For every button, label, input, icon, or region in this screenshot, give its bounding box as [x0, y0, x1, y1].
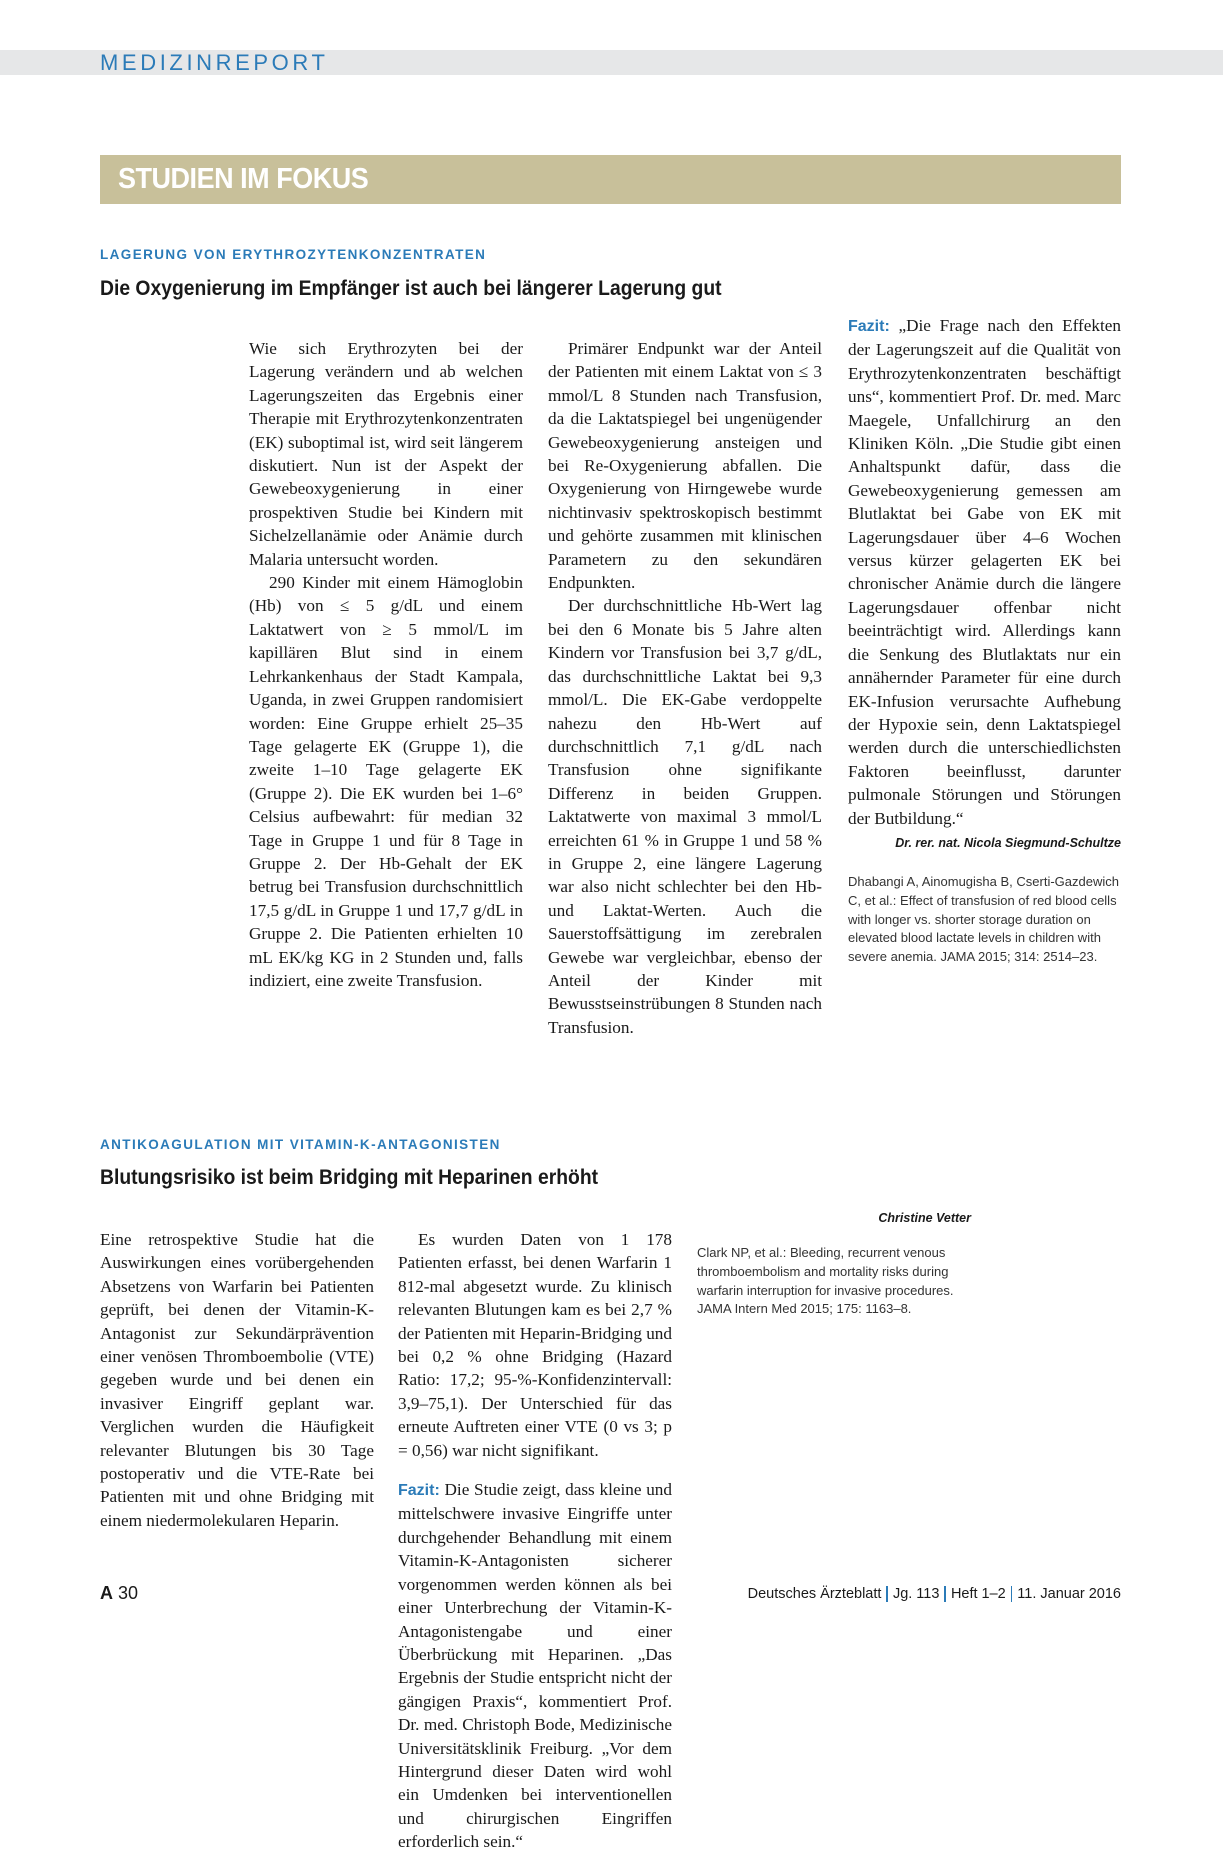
article1-reference: Dhabangi A, Ainomugisha B, Cserti-Gazdewich C, et al.: Effect of transfusion of red blood cells with longer vs. shorter storage duration on elevated blood lactate levels in children with severe anemia. JAMA 2015; 314: 2514–23.	[848, 874, 1119, 964]
journal-name: Deutsches Ärzteblatt	[747, 1586, 882, 1602]
article1-column-3	[848, 314, 1121, 966]
article1-fazit	[848, 314, 1121, 830]
article1-column-1	[249, 337, 523, 992]
journal-issue: Heft 1–2	[950, 1586, 1006, 1602]
separator	[886, 1586, 888, 1602]
page-prefix: A	[100, 1583, 113, 1603]
fazit-text: „Die Frage nach den Effekten der Lagerungszeit auf die Qualität von Erythrozytenkonzentraten beschäftigt uns“, kommentiert Prof. Dr. med. Marc Maegele, Unfallchirurg an den Kliniken Köln. „Die Studie gibt einen Anhaltspunkt dafür, dass die Gewebeoxygenierung gemessen am Blutlaktat bei Gabe von EK mit Lagerungsdauer über 4–6 Wochen versus kürzer gelagerten EK bei chronischer Anämie durch die längere Lagerungsdauer offenbar nicht beeinträchtigt wird. Allerdings kann die Senkung des Blutlaktats nur ein annähernder Parameter für eine durch EK-Infusion verursachte Aufhebung der Hypoxie sein, denn Laktatspiegel werden durch die unterschiedlichsten Faktoren beeinflusst, darunter pulmonale Störungen und Störungen der Butbildung.“	[848, 316, 1121, 828]
fazit-label: Fazit:	[398, 1482, 440, 1500]
banner-title: STUDIEN IM FOKUS	[118, 163, 369, 195]
section-label: MEDIZINREPORT	[100, 50, 329, 75]
article1-author: Dr. rer. nat. Nicola Siegmund-Schultze	[895, 835, 1121, 850]
journal-volume: Jg. 113	[892, 1586, 940, 1602]
article2-reference: Clark NP, et al.: Bleeding, recurrent venous thromboembolism and mortality risks during warfarin interruption for invasive procedures. JAMA Intern Med 2015; 175: 1163–8.	[697, 1245, 954, 1317]
article2-column-3	[697, 1205, 971, 1319]
article2-fazit	[398, 1478, 672, 1854]
article2-headline: Blutungsrisiko ist beim Bridging mit Heparinen erhöht	[100, 1166, 599, 1189]
fazit-text: Die Studie zeigt, dass kleine und mittelschwere invasive Eingriffe unter durchgehender Behandlung mit einem Vitamin-K-Antagonisten sicherer vorgenommen werden können als bei einer Unterbrechung der Vitamin-K-Antagonistengabe und einer Überbrückung mit Heparinen. „Das Ergebnis der Studie entspricht nicht der gängigen Praxis“, kommentiert Prof. Dr. med. Christoph Bode, Medizinische Universitätsklinik Freiburg. „Vor dem Hintergrund dieser Daten wird wohl ein Umdenken bei interventionellen und chirurgischen Eingriffen erforderlich sein.“	[398, 1480, 672, 1852]
article1-paragraph: Primärer Endpunkt war der Anteil der Patienten mit einem Laktat von ≤ 3 mmol/L 8 Stunden nach Transfusion, da die Laktatspiegel bei ungenügender Gewebeoxygenierung ansteigen und bei Re-Oxygenierung abfallen. Die Oxygenierung von Hirngewebe wurde nichtinvasiv spektroskopisch bestimmt und gehörte zusammen mit klinischen Parametern zu den sekundären Endpunkten.	[548, 339, 822, 593]
separator	[944, 1586, 946, 1602]
section-banner	[100, 155, 1121, 204]
article2-paragraph: Es wurden Daten von 1 178 Patienten erfasst, bei denen Warfarin 1 812-mal abgesetzt wurde. Zu klinisch relevanten Blutungen kam es bei 2,7 % der Patienten mit Heparin-Bridging und bei 0,2 % ohne Bridging (Hazard Ratio: 17,2; 95-%-Konfidenzintervall: 3,9–75,1). Der Unterschied für das erneute Auftreten einer VTE (0 vs 3; p = 0,56) war nicht signifikant.	[398, 1230, 672, 1460]
page-number	[100, 1583, 138, 1604]
article1-paragraph: Wie sich Erythrozyten bei der Lagerung verändern und ab welchen Lagerungszeiten das Ergebnis einer Therapie mit Erythrozytenkonzentraten (EK) suboptimal ist, wird seit längerem diskutiert. Nun ist der Aspekt der Gewebeoxygenierung in einer prospektiven Studie bei Kindern mit Sichelzellanämie oder Anämie durch Malaria untersucht worden.	[249, 339, 523, 569]
page-number-value: 30	[118, 1583, 139, 1603]
article2-paragraph: Eine retrospektive Studie hat die Auswirkungen eines vorübergehenden Absetzens von Warfarin bei Patienten geprüft, bei denen der Vitamin-K-Antagonist zur Sekundärprävention einer venösen Thromboembolie (VTE) gegeben wurde und bei denen ein invasiver Eingriff geplant war. Verglichen wurden die Häufigkeit relevanter Blutungen bis 30 Tage postoperativ und die VTE-Rate bei Patienten mit und ohne Bridging mit einem niedermolekularen Heparin.	[100, 1230, 374, 1530]
journal-date: 11. Januar 2016	[1017, 1586, 1121, 1602]
article1-headline: Die Oxygenierung im Empfänger ist auch bei längerer Lagerung gut	[100, 277, 722, 300]
separator	[1011, 1586, 1013, 1602]
footer-citation	[748, 1586, 1121, 1602]
article1-kicker: LAGERUNG VON ERYTHROZYTENKONZENTRATEN	[100, 247, 487, 262]
article1-paragraph: Der durchschnittliche Hb-Wert lag bei den 6 Monate bis 5 Jahre alten Kindern vor Transfusion bei 3,7 g/dL, das durchschnittliche Laktat bei 9,3 mmol/L. Die EK-Gabe verdoppelte nahezu den Hb-Wert auf durchschnittlich 7,1 g/dL nach Transfusion ohne signifikante Differenz in beiden Gruppen. Laktatwerte von maximal 3 mmol/L erreichten 61 % in Gruppe 1 und 58 % in Gruppe 2, eine längere Lagerung war also nicht schlechter bei den Hb- und Laktat-Werten. Auch die Sauerstoffsättigung im zerebralen Gewebe war vergleichbar, ebenso der Anteil der Kinder mit Bewusstseinstrübungen 8 Stunden nach Transfusion.	[548, 596, 822, 1037]
article1-paragraph: 290 Kinder mit einem Hämoglobin (Hb) von ≤ 5 g/dL und einem Laktatwert von ≥ 5 mmol/L im kapillären Blut sind in einem Lehrkankenhaus der Stadt Kampala, Uganda, in zwei Gruppen randomisiert worden: Eine Gruppe erhielt 25–35 Tage gelagerte EK (Gruppe 1), die zweite 1–10 Tage gelagerte EK (Gruppe 2). Die EK wurden bei 1–6° Celsius aufbewahrt: für median 32 Tage in Gruppe 1 und für 8 Tage in Gruppe 2. Der Hb-Gehalt der EK betrug bei Transfusion durchschnittlich 17,5 g/dL in Gruppe 1 und 17,7 g/dL in Gruppe 2. Die Patienten erhielten 10 mL EK/kg KG in 2 Stunden und, falls indiziert, eine zweite Transfusion.	[249, 573, 523, 990]
fazit-label: Fazit:	[848, 318, 890, 335]
article2-kicker: ANTIKOAGULATION MIT VITAMIN-K-ANTAGONISTEN	[100, 1137, 501, 1152]
article1-column-2	[548, 337, 822, 1039]
article2-column-2	[398, 1228, 672, 1854]
article2-author: Christine Vetter	[878, 1211, 971, 1225]
article2-column-1	[100, 1228, 374, 1532]
